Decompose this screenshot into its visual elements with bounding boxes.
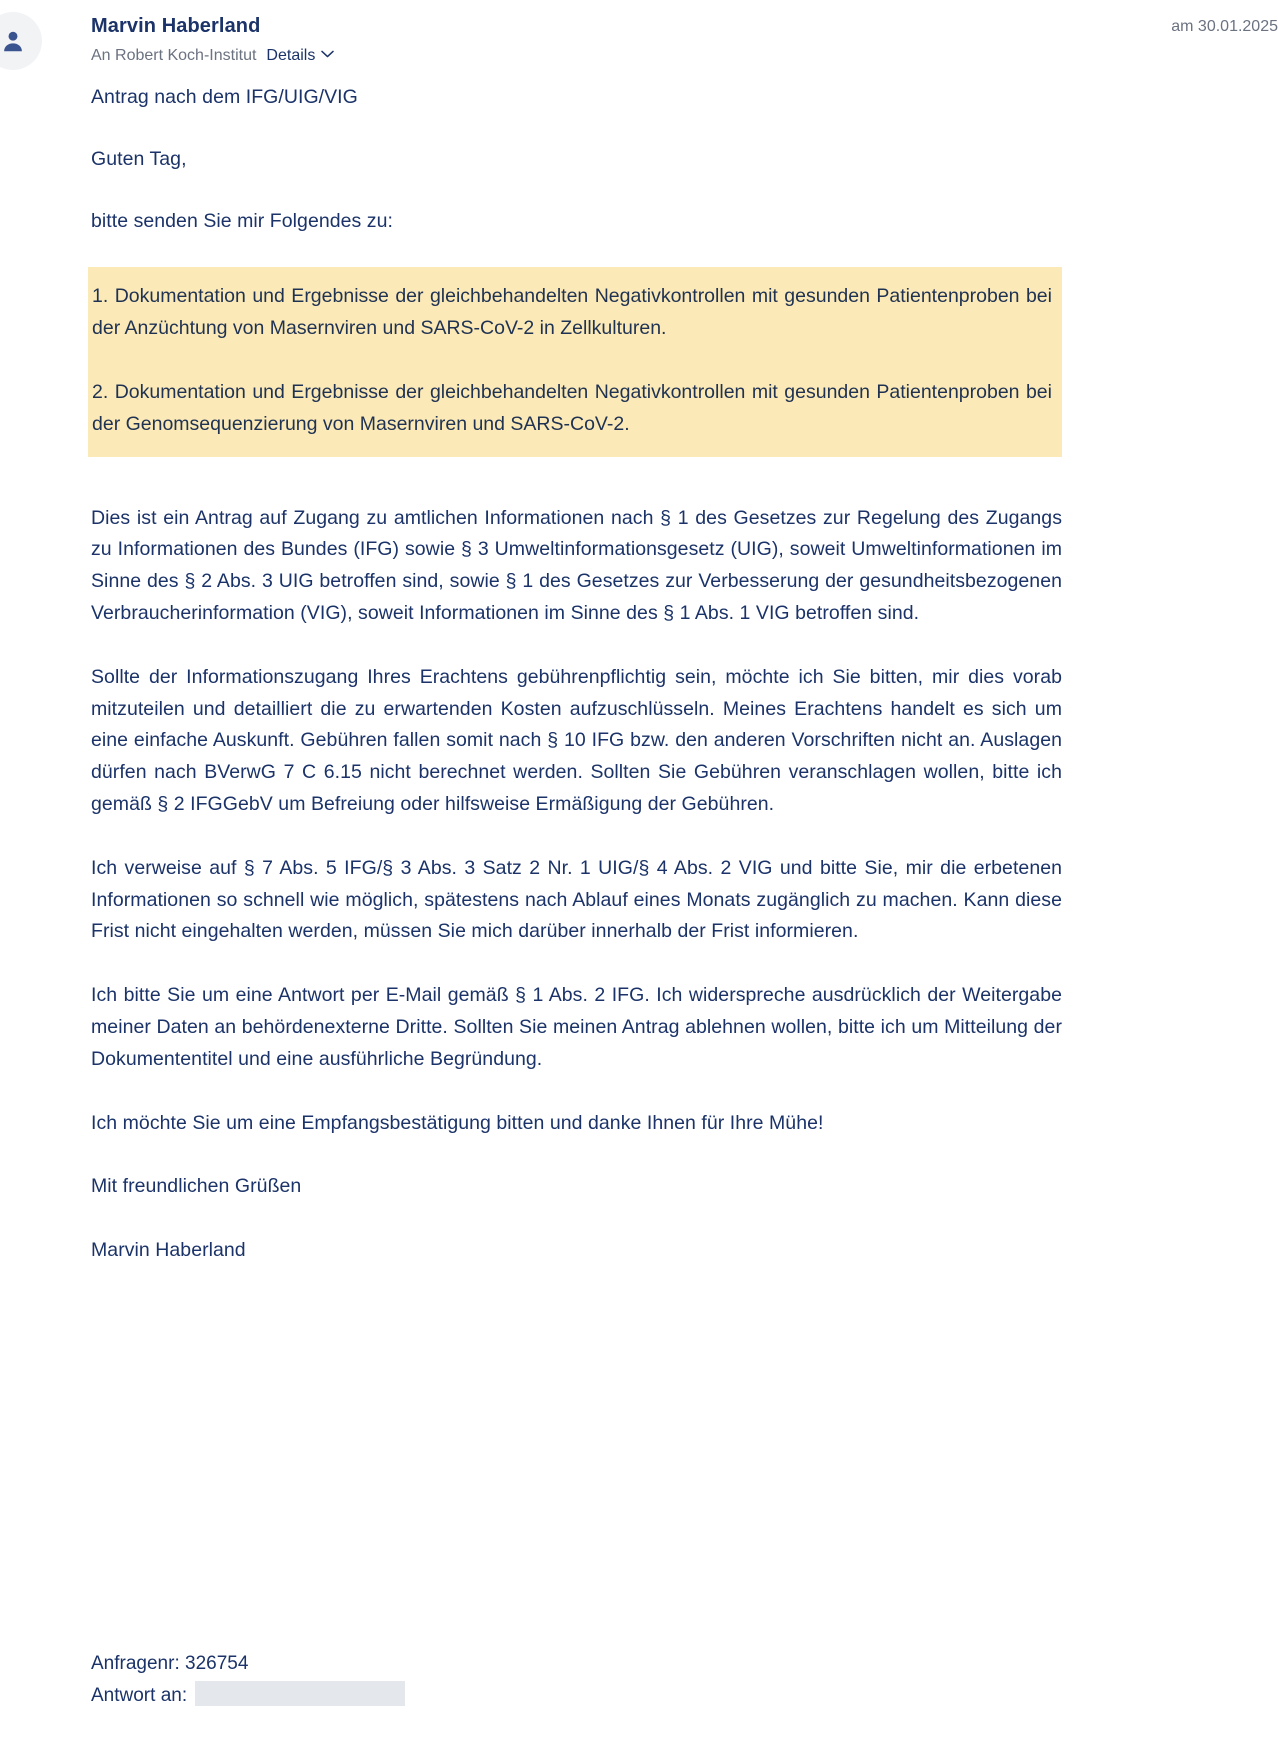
message-header: [0, 0, 1278, 82]
greeting-line: Guten Tag,: [91, 147, 187, 170]
message-body: [0, 82, 1278, 1267]
redacted-email-field: [195, 1681, 405, 1706]
details-label: Details: [266, 47, 316, 64]
avatar: [0, 12, 42, 70]
recipient-line: [91, 46, 334, 66]
reply-to-row: [0, 1680, 1278, 1712]
closing-line: Mit freundlichen Grüßen: [91, 1175, 302, 1198]
paragraph-fees: Sollte der Informationszugang Ihres Erachtens gebührenpflichtig sein, möchte ich Sie bitten, mir dies vorab mitzuteilen und detailliert die zu erwartenden Kosten aufzuschlüsseln. Meines Erachtens handelt es sich um eine einfache Auskunft. Gebühren fallen somit nach § 10 IFG bzw. den anderen Vorschriften nicht an. Auslagen dürfen nach BVerwG 7 C 6.15 nicht berechnet werden. Sollten Sie Gebühren veranschlagen wollen, bitte ich gemäß § 2 IFGGebV um Befreiung oder hilfsweise Ermäßigung der Gebühren.: [91, 665, 1062, 815]
highlight-item-1: 1. Dokumentation und Ergebnisse der gleichbehandelten Negativkontrollen mit gesunden Patientenproben bei der Anzüchtung von Masernviren und SARS-CoV-2 in Zellkulturen.: [92, 285, 1052, 340]
user-avatar-icon: [0, 28, 26, 54]
sender-name: Marvin Haberland: [91, 15, 261, 37]
request-number: Anfragenr: 326754: [91, 1653, 249, 1674]
details-toggle[interactable]: [266, 47, 334, 64]
paragraph-deadline: Ich verweise auf § 7 Abs. 5 IFG/§ 3 Abs. 3 Satz 2 Nr. 1 UIG/§ 4 Abs. 2 VIG und bitte Sie, mir die erbetenen Informationen so schnell wie möglich, spätestens nach Ablauf eines Monats zugänglich zu machen. Kann diese Frist nicht eingehalten werden, müssen Sie mich darüber innerhalb der Frist informieren.: [91, 856, 1062, 943]
paragraph-reply-method: Ich bitte Sie um eine Antwort per E-Mail gemäß § 1 Abs. 2 IFG. Ich widerspreche ausdrücklich der Weitergabe meiner Daten an behördenexterne Dritte. Sollten Sie meinen Antrag ablehnen wollen, bitte ich um Mitteilung der Dokumententitel und eine ausführliche Begründung.: [91, 984, 1062, 1070]
request-intro: bitte senden Sie mir Folgendes zu:: [91, 209, 393, 232]
message-footer: [0, 1648, 1278, 1712]
highlight-item-2: 2. Dokumentation und Ergebnisse der gleichbehandelten Negativkontrollen mit gesunden Patientenproben bei der Genomsequenzierung von Masernviren und SARS-CoV-2.: [92, 380, 1052, 435]
reply-to-label: Antwort an:: [91, 1685, 188, 1706]
message-date: am 30.01.2025: [1171, 18, 1278, 35]
recipient-name: An Robert Koch-Institut: [91, 47, 257, 64]
highlighted-request-block: [88, 267, 1062, 456]
paragraph-legal-basis: Dies ist ein Antrag auf Zugang zu amtlichen Informationen nach § 1 des Gesetzes zur Regelung des Zugangs zu Informationen des Bundes (IFG) sowie § 3 Umweltinformationsgesetz (UIG), soweit Umweltinformationen im Sinne des § 2 Abs. 3 UIG betroffen sind, sowie § 1 des Gesetzes zur Verbesserung der gesundheitsbezogenen Verbraucherinformation (VIG), soweit Informationen im Sinne des § 1 Abs. 1 VIG betroffen sind.: [91, 506, 1062, 624]
subject-line: Antrag nach dem IFG/UIG/VIG: [91, 86, 358, 108]
signature-line: Marvin Haberland: [91, 1239, 246, 1262]
chevron-down-icon: [321, 50, 334, 58]
paragraph-confirmation: Ich möchte Sie um eine Empfangsbestätigung bitten und danke Ihnen für Ihre Mühe!: [91, 1111, 824, 1134]
sender-block: [91, 14, 334, 66]
